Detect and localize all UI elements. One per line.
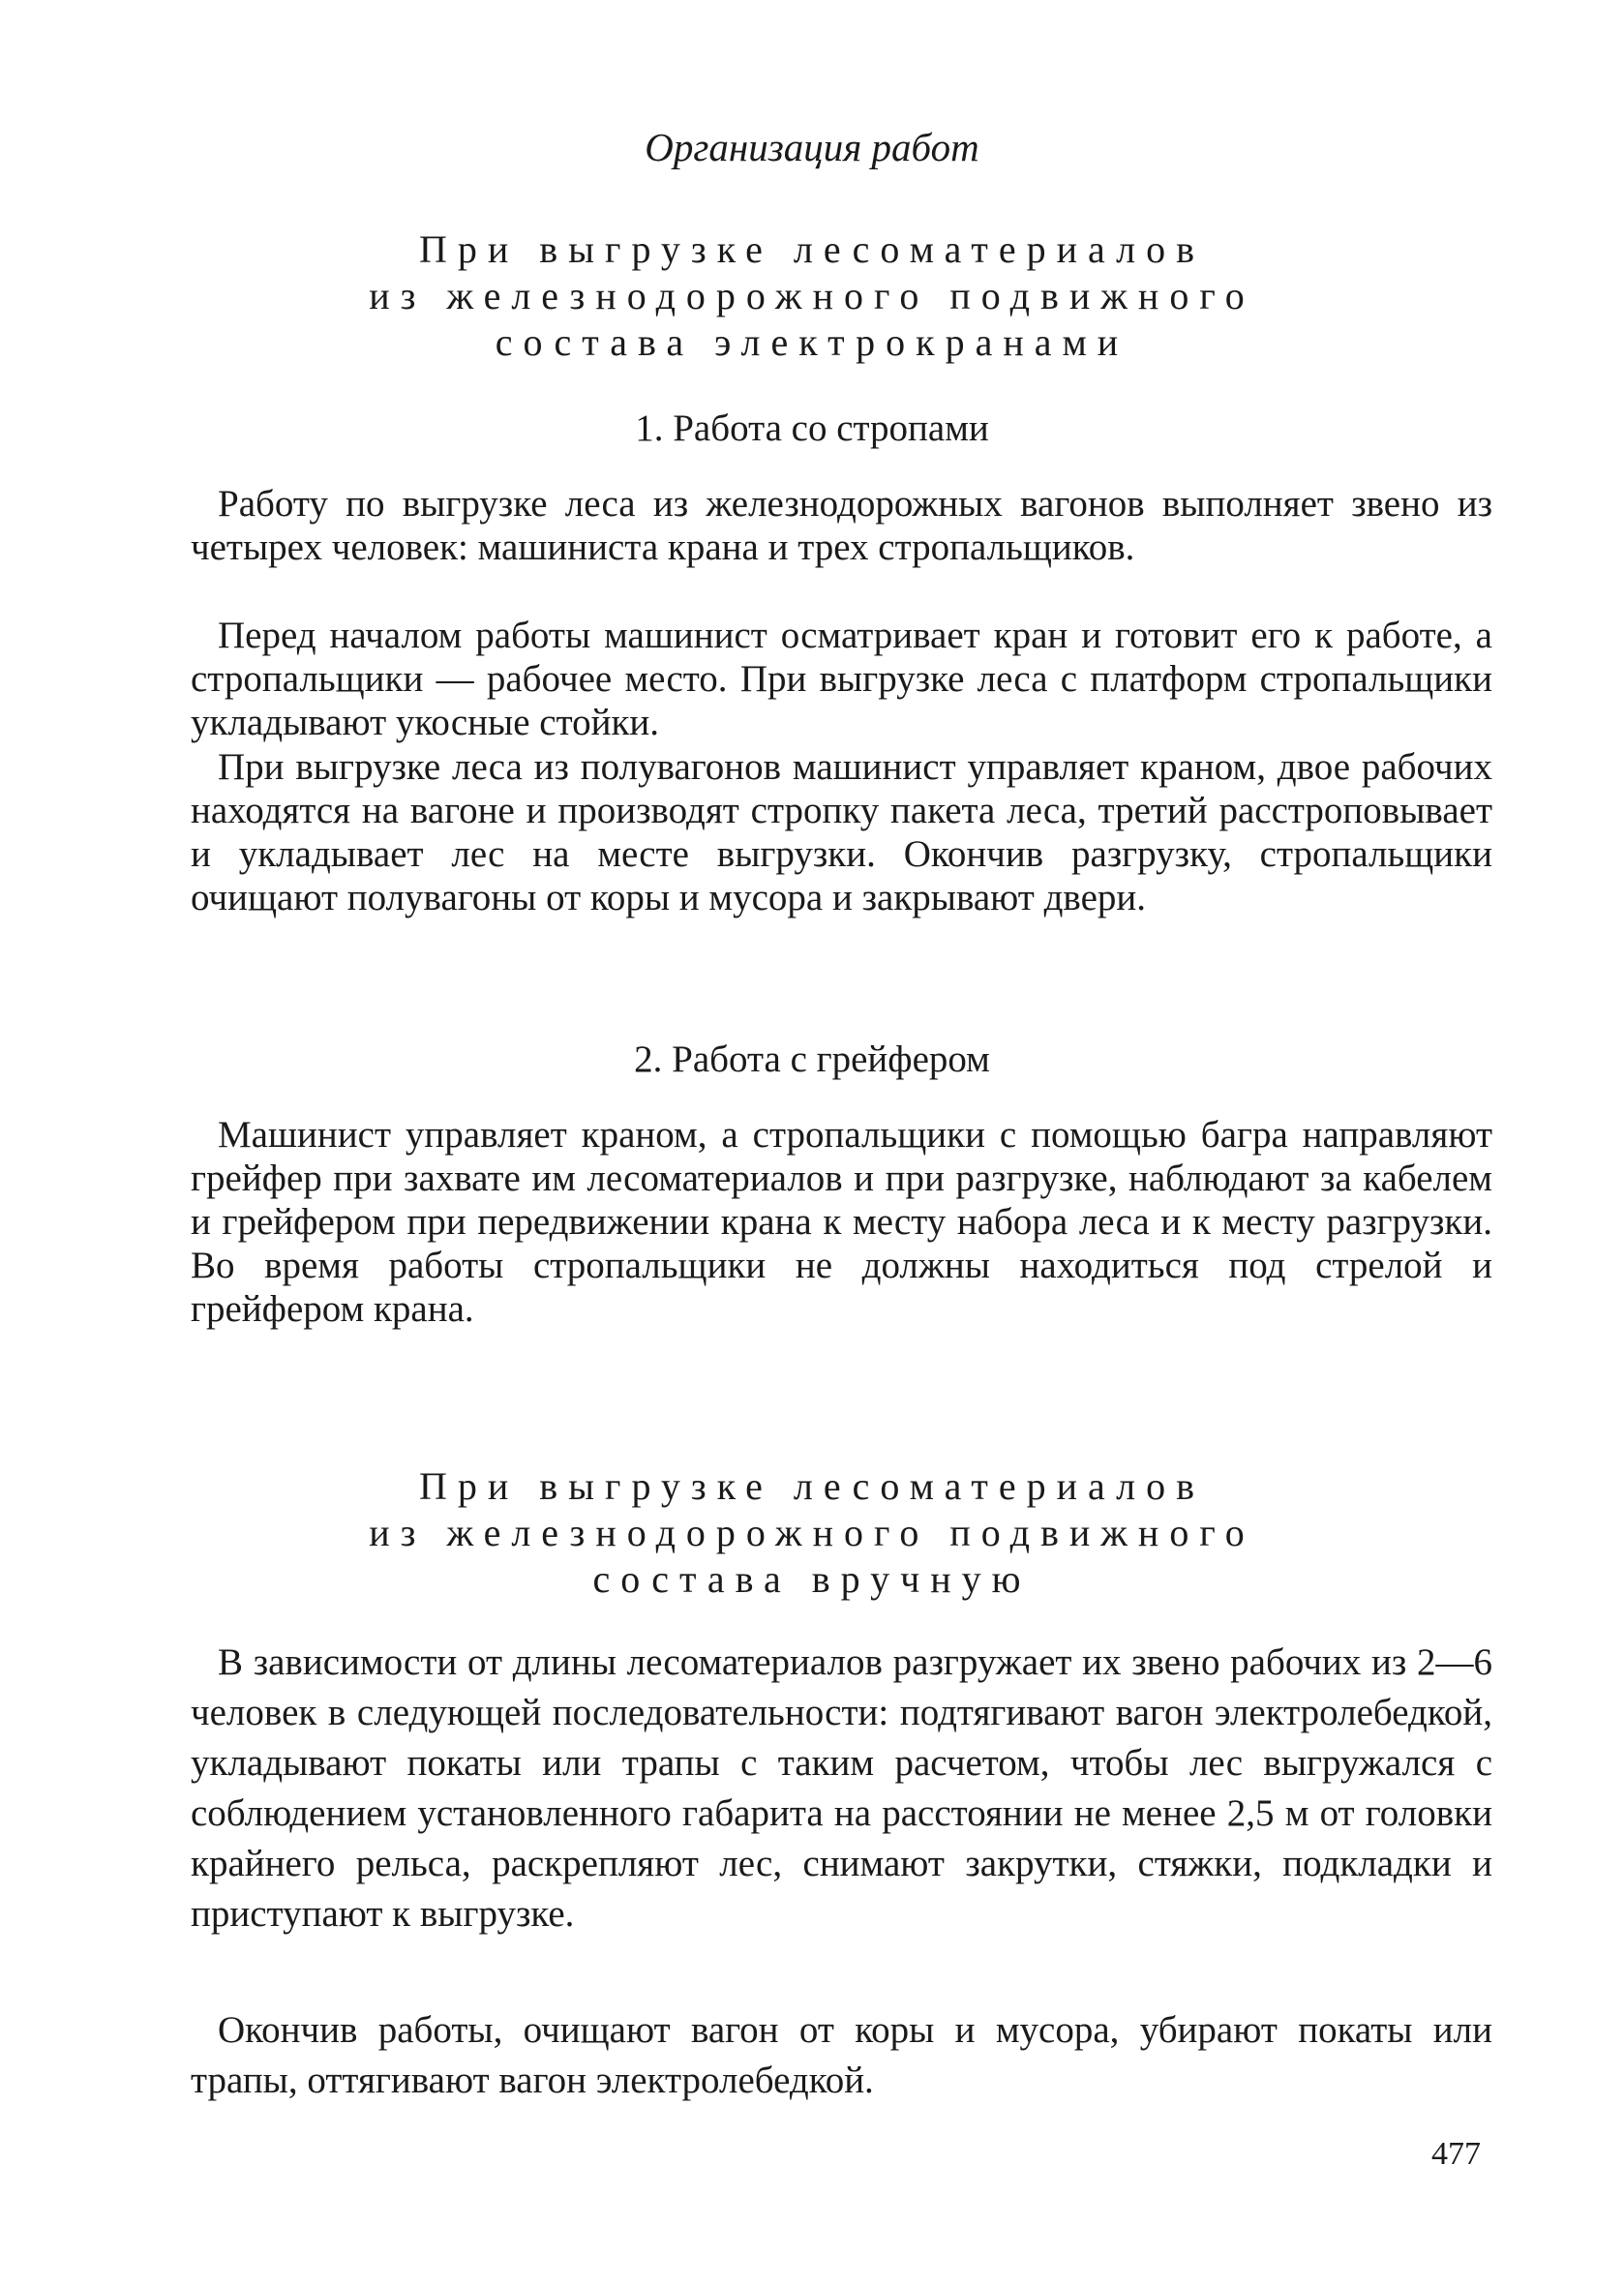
section-title: Организация работ [645,125,979,169]
paragraph: Работу по выгрузке леса из железнодорожных вагонов выполняет звено из четырех человек: машиниста крана и трех стропальщиков. [191,483,1492,568]
subsection-heading-grab: 2. Работа с грейфером [634,1038,990,1080]
paragraph: Окончив работы, очищают вагон от коры и мусора, убирают покаты или трапы, оттягивают вагон электролебедкой. [191,2009,1492,2101]
paragraph: Перед началом работы машинист осматривает кран и готовит его к работе, а стропальщики — рабочее место. При выгрузке леса с платформ стропальщики укладывают укосные стойки. [191,615,1492,743]
paragraph: При выгрузке леса из полувагонов машинист управляет краном, двое рабочих находятся на вагоне и производят стропку пакета леса, третий расстроповывает и укладывает лес на месте выгрузки. Окончив разгрузку, стропальщики очищают полувагоны от коры и мусора и закрывают двери. [191,746,1492,918]
heading-line: При выгрузке лесоматериалов [419,227,1205,271]
heading-line: При выгрузке лесоматериалов [419,1464,1205,1508]
heading-line: из железнодорожного подвижного [369,1511,1255,1554]
page-number: 477 [1431,2136,1481,2172]
heading-line: состава электрокранами [495,320,1129,364]
section-heading-electric-cranes [0,226,1624,366]
heading-line: состава вручную [592,1557,1032,1601]
section-heading-manual [0,1463,1624,1603]
paragraph: В зависимости от длины лесоматериалов разгружает их звено рабочих из 2—6 человек в следующей последовательности: подтягивают вагон электролебедкой, укладывают покаты или трапы с таким расчетом, чтобы лес выгружался с соблюдением установленного габарита на расстоянии не менее 2,5 м от головки крайнего рельса, раскрепляют лес, снимают закрутки, стяжки, подкладки и приступают к выгрузке. [191,1641,1492,1935]
subsection-heading-slings: 1. Работа со стропами [635,407,989,449]
heading-line: из железнодорожного подвижного [369,274,1255,317]
paragraph: Машинист управляет краном, а стропальщики с помощью багра направляют грейфер при захвате им лесоматериалов и при разгрузке, наблюдают за кабелем и грейфером при передвижении крана к месту набора леса и к месту разгрузки. Во время работы стропальщики не должны находиться под стрелой и грейфером крана. [191,1114,1492,1330]
